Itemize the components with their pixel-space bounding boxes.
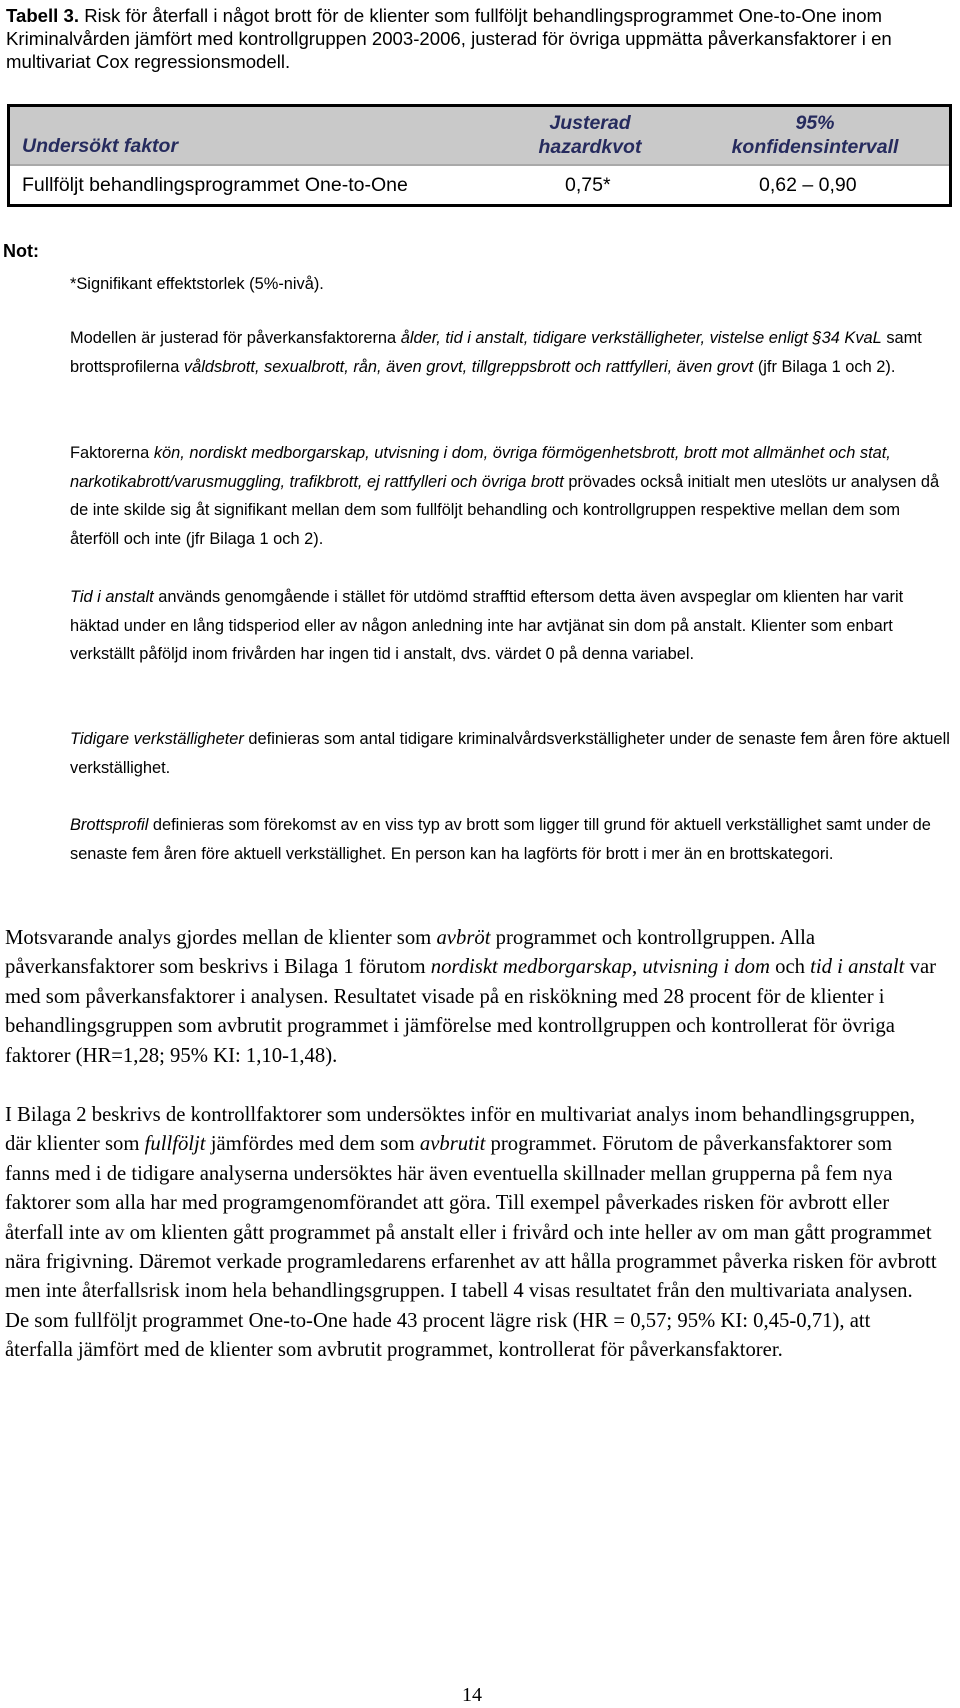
page-number: 14: [462, 1684, 482, 1706]
note-text: Modellen är justerad för påverkansfaktorerna: [70, 329, 401, 347]
results-table: [7, 104, 952, 207]
body-text: programmet och kontrollgruppen. Alla påverkansfaktorer som beskrivs i Bilaga 1 förutom: [5, 927, 816, 979]
header-ci-line2: konfidensintervall: [731, 136, 899, 158]
note-italic: ålder, tid i anstalt, tidigare verkställigheter, vistelse enligt §34 KvaL: [400, 329, 882, 347]
body-italic: avbröt: [436, 927, 491, 949]
caption-text: Risk för återfall i något brott för de klienter som fullföljt behandlingsprogrammet One-to-One inom Kriminalvården jämfört med kontrollgruppen 2003-2006, justerad för övriga uppmätta påverkansfaktorer i en multivariat Cox regressionsmodell.: [6, 5, 892, 72]
row-confidence-interval: 0,62 – 0,90: [759, 174, 857, 196]
note-italic: våldsbrott, sexualbrott, rån, även grovt, tillgreppsbrott och rattfylleri, även grovt: [183, 357, 754, 376]
caption-label: Tabell 3.: [6, 5, 80, 26]
note-italic: Tid i anstalt: [70, 588, 154, 606]
note-italic: Brottsprofil: [70, 816, 149, 834]
note-time-in-prison: [70, 583, 950, 669]
note-previous-sentences: [70, 725, 950, 782]
header-hazard-ratio-line1: Justerad: [549, 112, 631, 134]
note-text: definieras som antal tidigare kriminalvårdsverkställigheter under de senaste fem åren före aktuell verkställighet.: [70, 730, 950, 777]
body-text: ,: [632, 956, 643, 979]
note-text: samt brottsprofilerna: [70, 329, 922, 376]
body-italic: avbrutit: [419, 1133, 486, 1156]
note-text: definieras som förekomst av en viss typ av brott som ligger till grund för aktuell verkställighet samt under de senaste fem åren före aktuell verkställighet. En person kan ha lagförts för brott i mer än en brottskategori.: [70, 816, 931, 863]
body-text: och: [769, 956, 811, 979]
note-italic: Tidigare verkställigheter: [70, 730, 244, 748]
body-text: I Bilaga 2 beskrivs de kontrollfaktorer som undersöktes inför en multivariat analys inom behandlingsgruppen, där klienter som: [5, 1104, 916, 1156]
body-text: jämfördes med dem som: [205, 1133, 420, 1156]
note-crime-profile: [70, 811, 950, 868]
header-ci-line1: 95%: [795, 112, 835, 134]
header-hazard-ratio: [510, 111, 670, 159]
note-italic: kön, nordiskt medborgarskap, utvisning i dom, övriga förmögenhetsbrott, brott mot allmänhet och stat, narkotikabrott/varusmuggling, trafikbrott, ej rattfylleri och övriga brott: [70, 444, 891, 491]
note-model-adjustment: [70, 324, 950, 381]
body-italic: nordiskt medborgarskap: [430, 956, 633, 979]
body-paragraph-1: [5, 924, 940, 1071]
body-text: programmet. Förutom de påverkansfaktorer som fanns med i de tidigare analyserna undersöktes här även eventuella skillnader mellan grupperna på fem nya faktorer som alla har med programgenomförandet att göra. Till exempel påverkades risken för avbrott eller återfall inte av om klienten gått programmet på anstalt eller i frivård och inte heller av om man gått programmet nära frigivning. Däremot verkade programledarens erfarenhet av att hålla programmet påverka risken för avbrott men inte återfallsrisk inom hela behandlingsgruppen. I tabell 4 visas resultatet från den multivariata analysen. De som fullföljt programmet One-to-One hade 43 procent lägre risk (HR = 0,57; 95% KI: 0,45-0,71), att återfalla jämfört med de klienter som avbrutit programmet, kontrollerat för påverkansfaktorer.: [5, 1133, 937, 1362]
body-italic: utvisning i dom: [642, 956, 770, 979]
table-caption: [6, 4, 946, 73]
row-hazard-ratio: 0,75*: [565, 174, 611, 196]
note-text: Faktorerna: [70, 444, 154, 462]
row-factor: Fullföljt behandlingsprogrammet One-to-One: [22, 174, 408, 196]
notes-label: Not:: [3, 241, 39, 261]
header-confidence-interval: [710, 111, 920, 159]
header-hazard-ratio-line2: hazardkvot: [538, 136, 642, 158]
note-text: (jfr Bilaga 1 och 2).: [753, 357, 896, 376]
note-significance: *Signifikant effektstorlek (5%-nivå).: [70, 275, 324, 293]
body-italic: fullföljt: [144, 1133, 206, 1156]
body-text: Motsvarande analys gjordes mellan de klienter som: [5, 927, 437, 949]
body-italic: tid i anstalt: [810, 956, 905, 979]
note-text: prövades också initialt men uteslöts ur analysen då de inte skilde sig åt signifikant mellan dem som fullföljt behandling och kontrollgruppen respektive mellan dem som återföll och inte (jfr Bilaga 1 och 2).: [70, 472, 940, 548]
table-header: [10, 107, 949, 166]
note-excluded-factors: [70, 439, 950, 553]
note-text: används genomgående i stället för utdömd strafftid eftersom detta även avspeglar om klienten har varit häktad under en lång tidsperiod eller av någon anledning inte har avtjänat sin dom på anstalt. Klienter som enbart verkställt påföljd inom frivården har ingen tid i anstalt, dvs. värdet 0 på denna variabel.: [70, 588, 904, 663]
header-factor: Undersökt faktor: [22, 135, 179, 157]
body-paragraph-2: [5, 1101, 940, 1366]
body-text: var med som påverkansfaktorer i analysen. Resultatet visade på en riskökning med 28 procent för de klienter i behandlingsgruppen som avbrutit programmet i jämförelse med kontrollgruppen och kontrollerat för övriga faktorer (HR=1,28; 95% KI: 1,10-1,48).: [5, 956, 937, 1067]
